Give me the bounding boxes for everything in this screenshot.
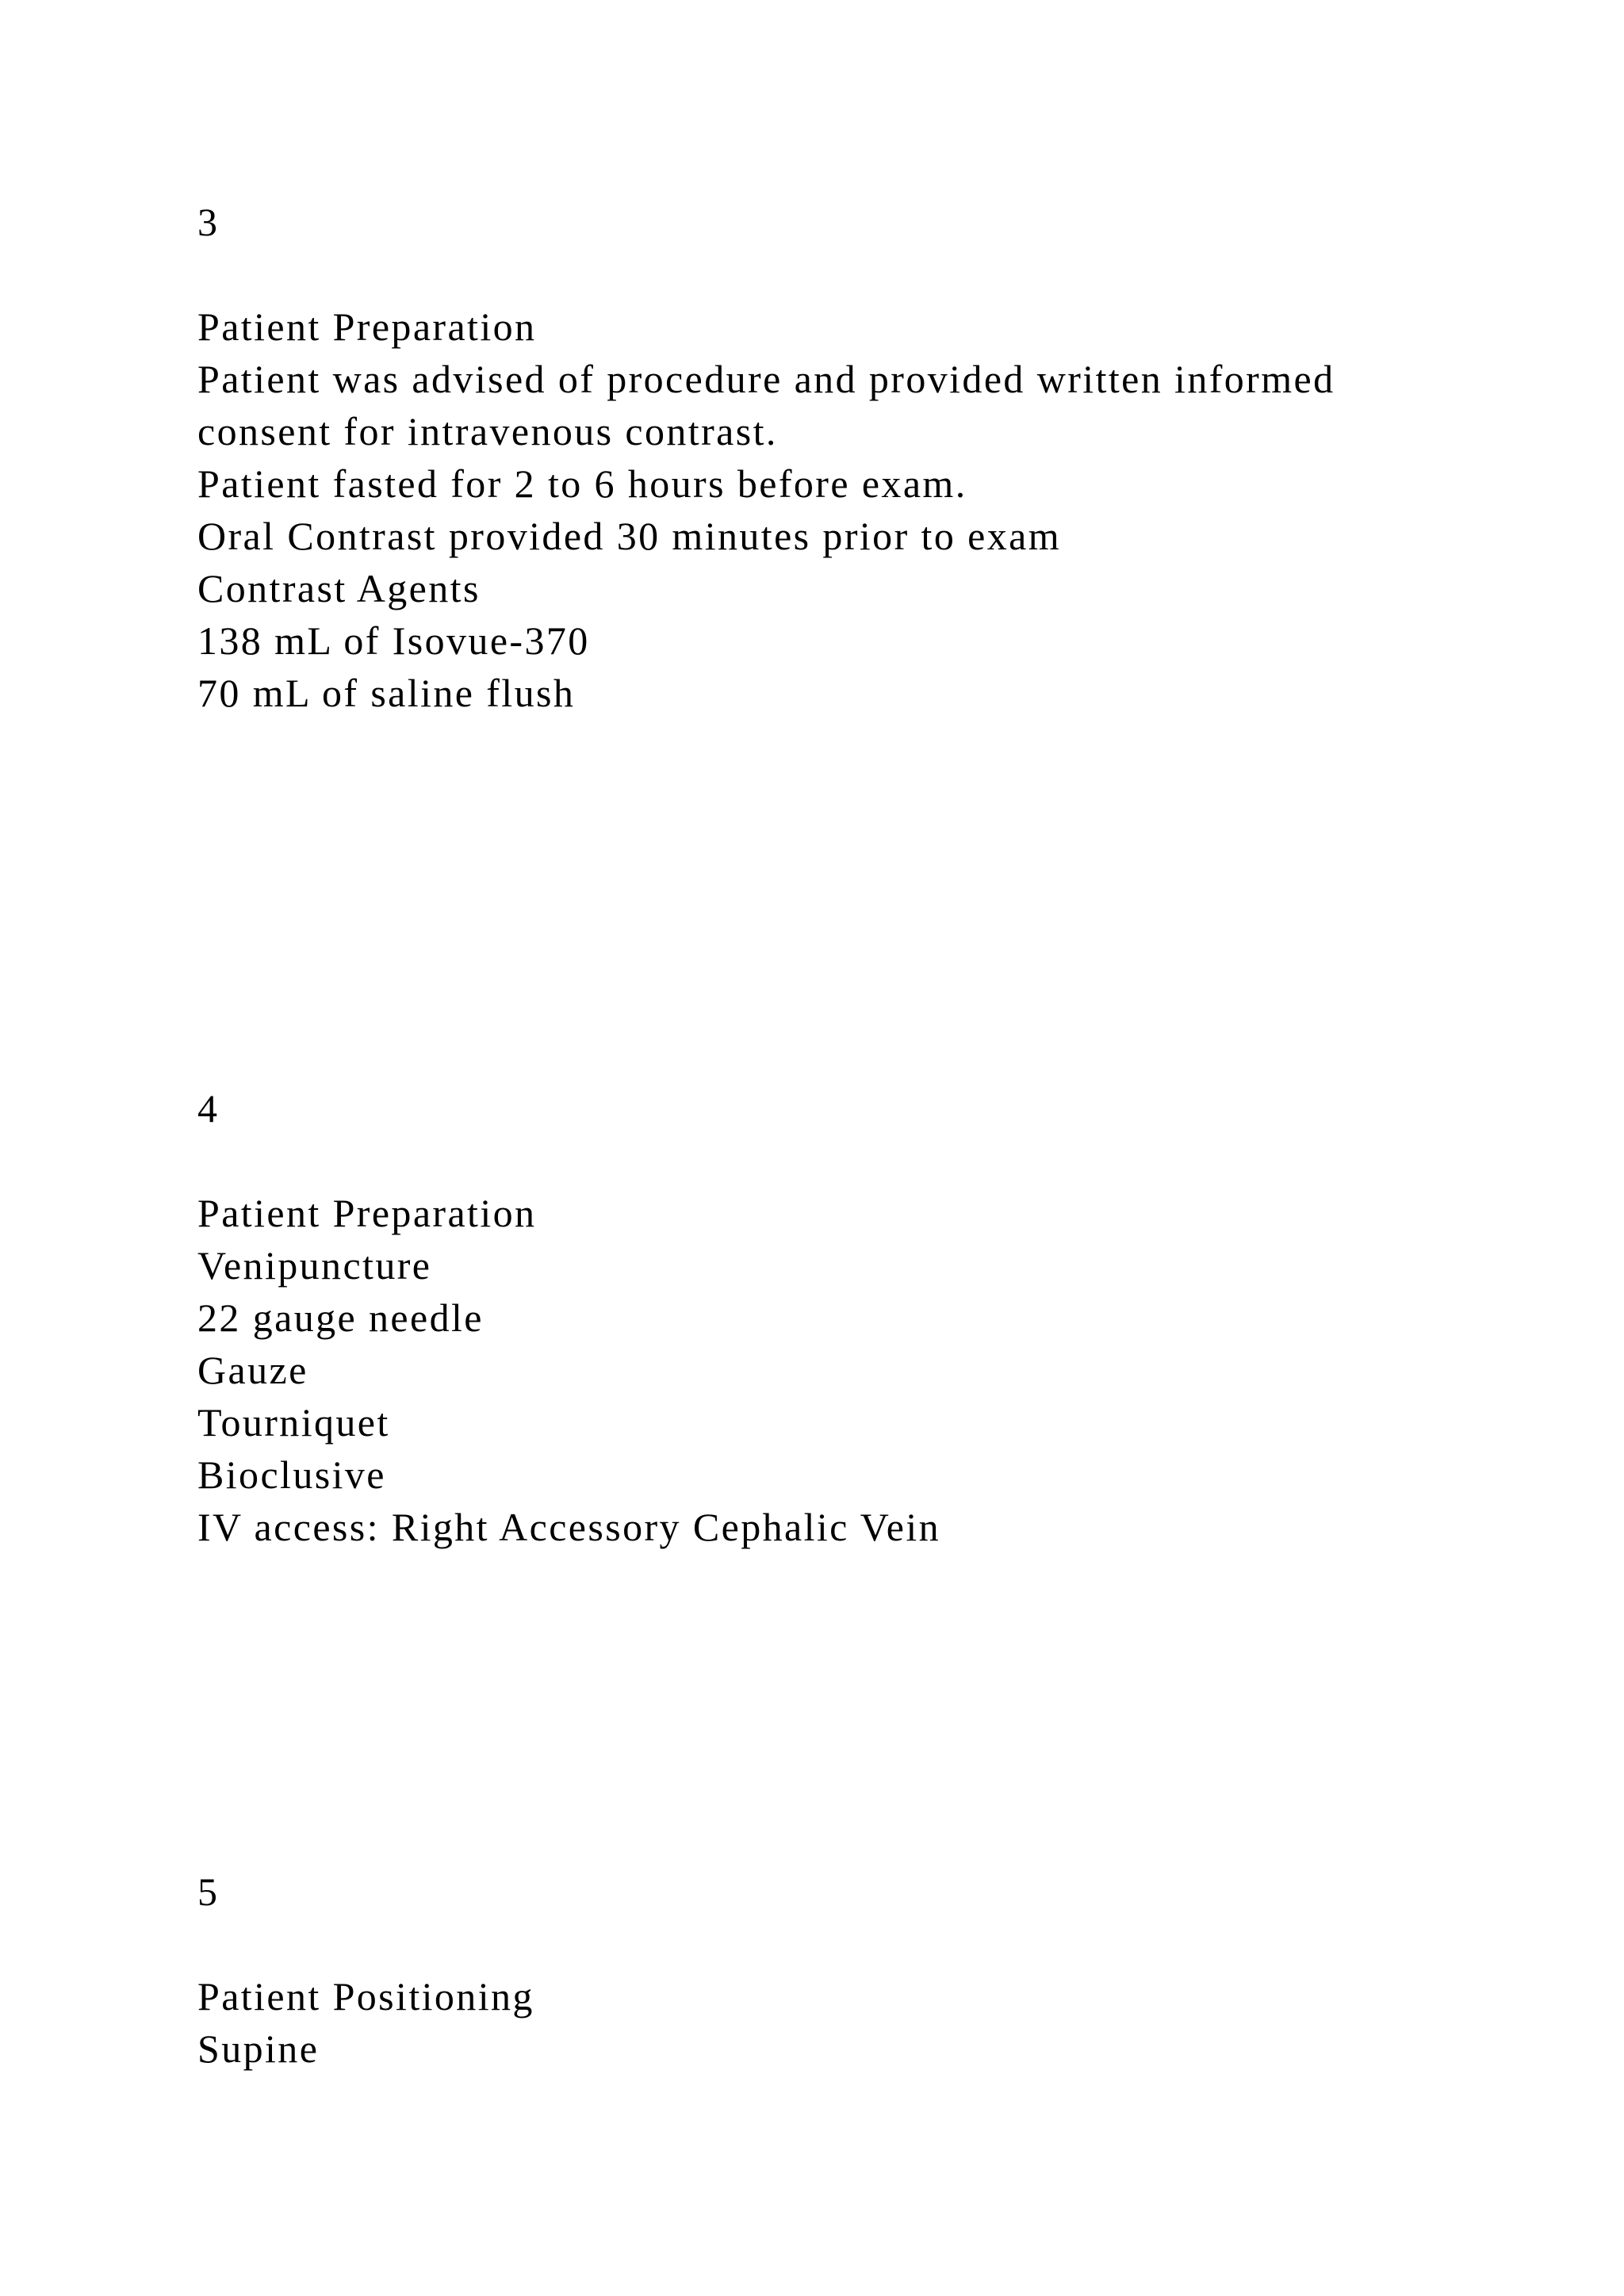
text-line: 22 gauge needle [197, 1295, 484, 1340]
section-3 [197, 196, 1545, 719]
text-line: 138 mL of Isovue-370 [197, 618, 590, 663]
slide-number: 4 [197, 1086, 220, 1131]
section-5 [197, 1866, 1545, 2075]
text-line: Supine [197, 2026, 320, 2071]
section-heading: Patient Positioning [197, 1974, 534, 2019]
text-line: IV access: Right Accessory Cephalic Vein [197, 1505, 941, 1549]
section-4 [197, 1082, 1545, 1553]
slide-number: 3 [197, 200, 220, 244]
text-line: Tourniquet [197, 1400, 390, 1445]
text-line: Venipuncture [197, 1243, 432, 1288]
text-line: Gauze [197, 1348, 308, 1392]
text-line: Patient was advised of procedure and provided written informed [197, 357, 1335, 401]
slide-number: 5 [197, 1869, 220, 1914]
text-line: 70 mL of saline flush [197, 671, 576, 715]
text-line: consent for intravenous contrast. [197, 409, 778, 453]
section-heading: Patient Preparation [197, 1191, 537, 1235]
section-heading: Patient Preparation [197, 304, 537, 349]
text-line: Oral Contrast provided 30 minutes prior to exam [197, 514, 1061, 558]
text-line: Patient fasted for 2 to 6 hours before exam. [197, 461, 967, 506]
subheading: Contrast Agents [197, 566, 481, 610]
text-line: Bioclusive [197, 1452, 386, 1497]
